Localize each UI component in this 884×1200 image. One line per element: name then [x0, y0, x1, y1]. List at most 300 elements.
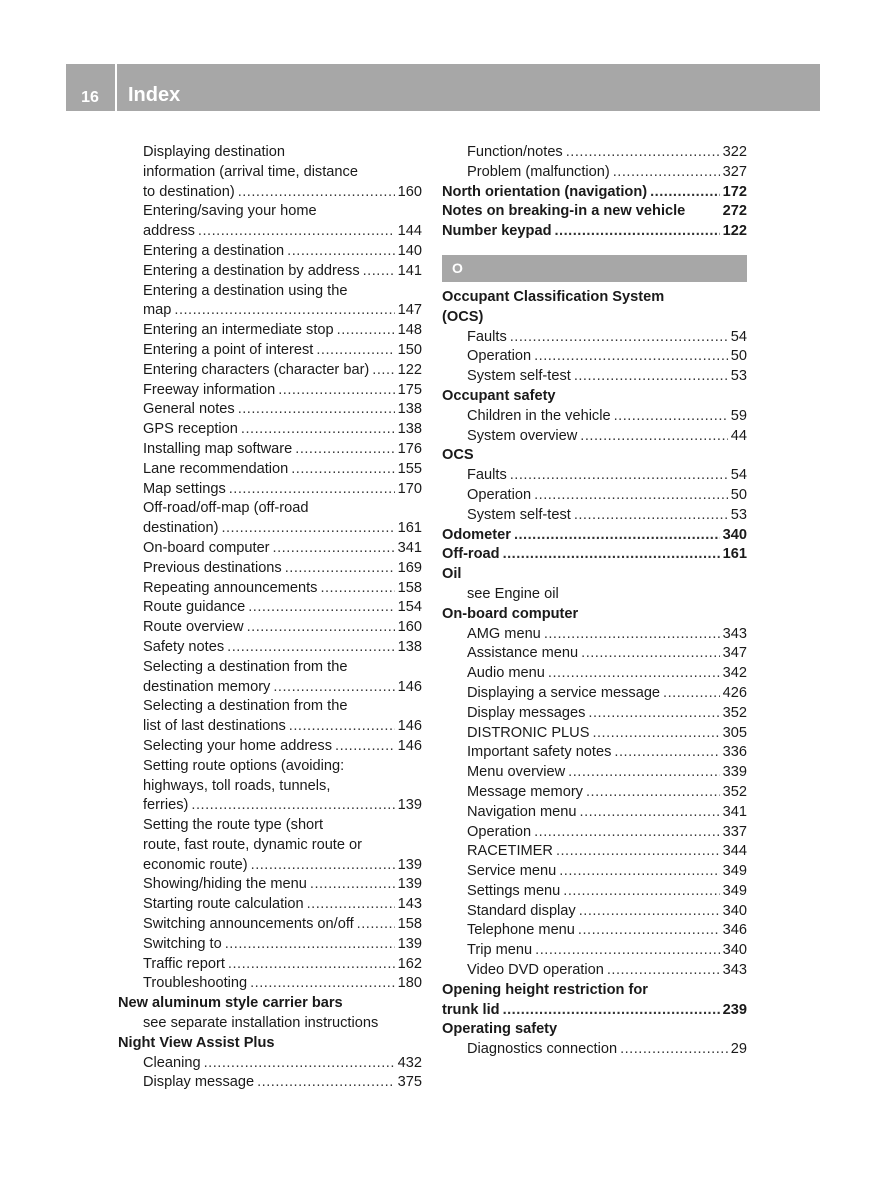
page-reference: 337 — [722, 823, 747, 840]
index-subentry — [442, 763, 747, 783]
page-reference: 44 — [730, 427, 747, 444]
entry-row — [467, 163, 747, 183]
entry-label: On-board computer — [143, 539, 270, 556]
entry-label: Starting route calculation — [143, 896, 304, 913]
entry-row — [143, 717, 422, 737]
page-reference: 352 — [722, 783, 747, 800]
entry-label: Cleaning — [143, 1054, 201, 1071]
entry-label: Entering an intermediate stop — [143, 322, 334, 339]
dot-leader — [310, 875, 395, 895]
entry-row — [467, 664, 747, 684]
entry-label: address — [143, 223, 195, 240]
entry-row — [467, 1040, 747, 1060]
page-reference: 336 — [722, 744, 747, 761]
entry-row — [143, 480, 422, 500]
entry-label: see Engine oil — [467, 585, 559, 602]
entry-row — [442, 545, 747, 565]
entry-row — [143, 1014, 422, 1034]
entry-label: Selecting your home address — [143, 737, 333, 754]
page-reference: 50 — [730, 486, 747, 503]
dot-leader — [510, 328, 728, 348]
entry-label: Map settings — [143, 480, 226, 497]
entry-row — [467, 961, 747, 981]
index-subentry — [118, 499, 422, 539]
entry-label: Entering a point of interest — [143, 341, 314, 358]
entry-label: GPS reception — [143, 421, 238, 438]
index-heading — [442, 526, 747, 546]
index-subentry — [118, 282, 422, 322]
dot-leader — [229, 480, 395, 500]
entry-row — [467, 902, 747, 922]
dot-leader — [566, 143, 720, 163]
entry-label: Display message — [143, 1074, 255, 1091]
page-reference: 139 — [397, 856, 422, 873]
page-reference: 139 — [397, 876, 422, 893]
index-subentry — [442, 902, 747, 922]
entry-text-line: Selecting a destination from the — [143, 658, 348, 675]
index-subentry — [118, 875, 422, 895]
index-subentry — [118, 1073, 422, 1093]
entry-label: Important safety notes — [467, 744, 612, 761]
entry-row — [467, 783, 747, 803]
index-subentry — [442, 783, 747, 803]
index-subentry — [118, 341, 422, 361]
entry-row — [143, 262, 422, 282]
page-reference: 155 — [397, 460, 422, 477]
entry-label: Faults — [467, 328, 507, 345]
dot-leader — [291, 460, 394, 480]
index-subentry — [118, 895, 422, 915]
page-reference: 29 — [730, 1041, 747, 1058]
entry-label: OCS — [442, 447, 474, 464]
index-subentry — [118, 915, 422, 935]
dot-leader — [614, 743, 719, 763]
entry-row — [442, 308, 747, 328]
dot-leader — [225, 935, 395, 955]
index-group-n — [442, 143, 747, 242]
entry-row — [467, 644, 747, 664]
entry-label: economic route) — [143, 856, 248, 873]
dot-leader — [335, 737, 395, 757]
page-reference: 150 — [397, 341, 422, 358]
dot-leader — [320, 579, 394, 599]
entry-label: Menu overview — [467, 764, 566, 781]
dot-leader — [588, 704, 719, 724]
entry-label: Diagnostics connection — [467, 1041, 618, 1058]
dot-leader — [559, 862, 719, 882]
page-number: 16 — [81, 89, 99, 106]
page-reference: 176 — [397, 440, 422, 457]
entry-label: RACETIMER — [467, 843, 553, 860]
entry-row — [467, 882, 747, 902]
entry-row — [143, 420, 422, 440]
index-subentry — [442, 644, 747, 664]
page-reference: 305 — [722, 724, 747, 741]
page-reference: 341 — [397, 539, 422, 556]
entry-label: Trip menu — [467, 942, 533, 959]
page-reference: 161 — [397, 520, 422, 537]
entry-row — [143, 519, 422, 539]
page-reference: 352 — [722, 704, 747, 721]
entry-label: Problem (malfunction) — [467, 163, 610, 180]
dot-leader — [650, 183, 720, 203]
entry-row — [467, 763, 747, 783]
entry-label: Notes on breaking-in a new vehicle — [442, 203, 686, 220]
page-reference: 143 — [397, 896, 422, 913]
page-reference: 144 — [397, 223, 422, 240]
entry-label: list of last destinations — [143, 718, 286, 735]
dot-leader — [248, 598, 394, 618]
entry-row — [467, 427, 747, 447]
entry-row — [467, 743, 747, 763]
header-divider — [115, 64, 117, 111]
page-reference: 146 — [397, 678, 422, 695]
dot-leader — [204, 1054, 395, 1074]
dot-leader — [316, 341, 394, 361]
index-subentry — [442, 367, 747, 387]
index-subentry — [442, 143, 747, 163]
dot-leader — [544, 625, 720, 645]
index-subentry — [118, 440, 422, 460]
page-reference: 175 — [397, 381, 422, 398]
entry-row — [467, 407, 747, 427]
index-subentry — [118, 974, 422, 994]
entry-label: System self-test — [467, 506, 571, 523]
entry-row — [442, 387, 747, 407]
dot-leader — [295, 440, 394, 460]
dot-leader — [510, 466, 728, 486]
entry-label: see separate installation instructions — [143, 1015, 379, 1032]
page-reference: 340 — [722, 526, 747, 543]
entry-row — [467, 823, 747, 843]
entry-label: Operation — [467, 348, 532, 365]
index-subentry — [118, 638, 422, 658]
entry-row — [143, 875, 422, 895]
page-reference: 169 — [397, 559, 422, 576]
entry-text-line: Opening height restriction for — [442, 981, 648, 998]
dot-leader — [581, 644, 720, 664]
page-reference: 239 — [722, 1001, 747, 1018]
entry-row — [143, 539, 422, 559]
dot-leader — [503, 1001, 720, 1021]
index-heading — [442, 545, 747, 565]
index-subentry — [442, 862, 747, 882]
dot-leader — [535, 941, 719, 961]
page-reference: 172 — [722, 183, 747, 200]
entry-label: Repeating announcements — [143, 579, 318, 596]
page-reference: 138 — [397, 638, 422, 655]
dot-leader — [607, 961, 720, 981]
dot-leader — [174, 301, 394, 321]
entry-text-line: Entering a destination using the — [143, 282, 348, 299]
dot-leader — [563, 882, 719, 902]
index-heading — [442, 605, 747, 625]
dot-leader — [534, 486, 728, 506]
index-subentry — [118, 658, 422, 698]
page-reference: 432 — [397, 1054, 422, 1071]
index-subentry — [118, 420, 422, 440]
index-subentry — [442, 625, 747, 645]
entry-row — [467, 585, 747, 605]
page-reference: 160 — [397, 183, 422, 200]
dot-leader — [663, 684, 720, 704]
dot-leader — [221, 519, 394, 539]
index-subentry — [442, 684, 747, 704]
dot-leader — [614, 407, 728, 427]
page-reference: 158 — [397, 579, 422, 596]
entry-row — [467, 724, 747, 744]
entry-row — [143, 242, 422, 262]
index-heading — [442, 565, 747, 585]
entry-row — [467, 684, 747, 704]
index-column-left — [118, 143, 422, 1093]
dot-leader — [247, 618, 395, 638]
entry-row — [143, 321, 422, 341]
index-subentry — [118, 598, 422, 618]
index-subentry — [118, 1014, 422, 1034]
page-reference: 147 — [397, 302, 422, 319]
index-heading — [442, 288, 747, 328]
dot-leader — [514, 526, 720, 546]
entry-label: Entering a destination — [143, 242, 285, 259]
entry-row — [442, 1001, 747, 1021]
entry-label: Faults — [467, 467, 507, 484]
page-reference: 339 — [722, 764, 747, 781]
index-subentry — [442, 724, 747, 744]
entry-label: Switching to — [143, 935, 222, 952]
page-reference: 140 — [397, 242, 422, 259]
entry-text-line: Setting route options (avoiding: — [143, 757, 345, 774]
index-subentry — [118, 618, 422, 638]
entry-text-line: information (arrival time, distance — [143, 163, 358, 180]
index-group-o — [442, 288, 747, 1060]
entry-label: System overview — [467, 427, 578, 444]
entry-label: Display messages — [467, 704, 586, 721]
entry-row — [442, 1020, 747, 1040]
entry-row — [467, 704, 747, 724]
entry-text-line: Entering/saving your home — [143, 203, 317, 220]
page-reference: 50 — [730, 348, 747, 365]
entry-row — [442, 222, 747, 242]
dot-leader — [198, 222, 395, 242]
index-column-right — [442, 143, 747, 1060]
dot-leader — [620, 1040, 728, 1060]
dot-leader — [503, 545, 720, 565]
index-subentry — [118, 816, 422, 875]
entry-row — [143, 974, 422, 994]
entry-label: General notes — [143, 401, 235, 418]
page-reference: 158 — [397, 916, 422, 933]
section-letter: O — [452, 260, 463, 277]
index-heading — [442, 183, 747, 203]
entry-label: Displaying a service message — [467, 684, 661, 701]
index-subentry — [118, 381, 422, 401]
dot-leader — [592, 724, 719, 744]
entry-row — [467, 143, 747, 163]
entry-row — [143, 559, 422, 579]
page-reference: 141 — [397, 262, 422, 279]
entry-label: Video DVD operation — [467, 962, 604, 979]
entry-label: AMG menu — [467, 625, 541, 642]
index-heading — [442, 981, 747, 1021]
entry-label: Navigation menu — [467, 803, 577, 820]
index-subentry — [118, 757, 422, 816]
entry-row — [467, 842, 747, 862]
index-subentry — [442, 704, 747, 724]
entry-row — [143, 678, 422, 698]
dot-leader — [289, 717, 395, 737]
dot-leader — [578, 921, 720, 941]
entry-row — [143, 440, 422, 460]
entry-label: Night View Assist Plus — [118, 1034, 275, 1051]
entry-row — [467, 367, 747, 387]
index-subentry — [442, 743, 747, 763]
entry-label: map — [143, 302, 172, 319]
dot-leader — [613, 163, 720, 183]
page-reference: 322 — [722, 144, 747, 160]
entry-row — [143, 579, 422, 599]
entry-label: Freeway information — [143, 381, 276, 398]
entry-row — [143, 222, 422, 242]
index-subentry — [442, 1040, 747, 1060]
entry-row — [467, 486, 747, 506]
index-subentry — [118, 539, 422, 559]
entry-label: Occupant safety — [442, 387, 556, 404]
entry-row — [143, 638, 422, 658]
entry-label: Previous destinations — [143, 559, 282, 576]
page-reference: 272 — [722, 203, 747, 220]
dot-leader — [574, 506, 728, 526]
entry-row — [143, 1054, 422, 1074]
entry-label: Off-road — [442, 546, 500, 563]
entry-label: Traffic report — [143, 955, 225, 972]
page-reference: 170 — [397, 480, 422, 497]
page-reference: 340 — [722, 902, 747, 919]
index-subentry — [442, 347, 747, 367]
dot-leader — [287, 242, 394, 262]
page-title: Index — [128, 84, 181, 106]
entry-row — [143, 460, 422, 480]
entry-row — [467, 506, 747, 526]
page-reference: 349 — [722, 863, 747, 880]
index-subentry — [118, 955, 422, 975]
entry-label: Children in the vehicle — [467, 407, 611, 424]
index-subentry — [442, 941, 747, 961]
entry-row — [143, 183, 422, 203]
page-reference: 139 — [397, 797, 422, 814]
page-reference: 138 — [397, 401, 422, 418]
dot-leader — [568, 763, 719, 783]
index-subentry — [442, 961, 747, 981]
entry-row — [467, 862, 747, 882]
index-subentry — [118, 361, 422, 381]
page-reference: 146 — [397, 737, 422, 754]
dot-leader — [191, 796, 394, 816]
page-reference: 349 — [722, 882, 747, 899]
entry-label: DISTRONIC PLUS — [467, 724, 590, 741]
entry-row — [143, 935, 422, 955]
entry-label: Switching announcements on/off — [143, 916, 354, 933]
page-reference: 138 — [397, 421, 422, 438]
dot-leader — [555, 222, 720, 242]
dot-leader — [574, 367, 728, 387]
dot-leader — [285, 559, 395, 579]
page-reference: 139 — [397, 935, 422, 952]
entry-row — [143, 856, 422, 876]
index-subentry — [442, 803, 747, 823]
index-subentry — [442, 921, 747, 941]
entry-row — [467, 921, 747, 941]
index-subentry — [118, 321, 422, 341]
entry-label: destination) — [143, 520, 219, 537]
entry-row — [143, 381, 422, 401]
entry-text-line: Selecting a destination from the — [143, 698, 348, 715]
index-subentry — [442, 163, 747, 183]
index-subentry — [118, 460, 422, 480]
dot-leader — [241, 420, 395, 440]
dot-leader — [556, 842, 720, 862]
page-reference: 327 — [722, 163, 747, 180]
entry-label: Troubleshooting — [143, 975, 248, 992]
dot-leader — [372, 361, 394, 381]
entry-label: Message memory — [467, 783, 583, 800]
entry-label: Audio menu — [467, 665, 545, 682]
index-subentry — [118, 143, 422, 202]
entry-text-line: Occupant Classification System — [442, 288, 665, 305]
entry-label: North orientation (navigation) — [442, 183, 648, 200]
entry-label: Assistance menu — [467, 645, 579, 662]
entry-label: Oil — [442, 566, 462, 583]
entry-label: (OCS) — [442, 308, 484, 325]
dot-leader — [534, 347, 728, 367]
entry-row — [143, 915, 422, 935]
page-reference: 160 — [397, 619, 422, 636]
index-subentry — [118, 737, 422, 757]
index-subentry — [442, 842, 747, 862]
page-reference: 122 — [397, 361, 422, 378]
index-subentry — [442, 585, 747, 605]
index-subentry — [442, 427, 747, 447]
index-subentry — [118, 559, 422, 579]
page-reference: 343 — [722, 962, 747, 979]
entry-label: Number keypad — [442, 223, 552, 240]
dot-leader — [273, 539, 395, 559]
page-reference: 154 — [397, 599, 422, 616]
page-reference: 148 — [397, 322, 422, 339]
index-subentry — [118, 935, 422, 955]
index-subentry — [442, 823, 747, 843]
entry-row — [442, 183, 747, 203]
entry-text-line: highways, toll roads, tunnels, — [143, 777, 331, 794]
entry-row — [118, 994, 422, 1014]
index-subentry — [118, 1054, 422, 1074]
entry-text-line: Displaying destination — [143, 144, 285, 160]
page-reference: 180 — [397, 975, 422, 992]
index-subentry — [118, 202, 422, 242]
index-subentry — [442, 466, 747, 486]
entry-row — [143, 301, 422, 321]
page-reference: 54 — [730, 467, 747, 484]
entry-label: to destination) — [143, 183, 235, 200]
dot-leader — [580, 427, 727, 447]
dot-leader — [534, 823, 720, 843]
dot-leader — [238, 183, 395, 203]
index-heading — [118, 994, 422, 1014]
entry-row — [143, 400, 422, 420]
entry-label: Entering a destination by address — [143, 262, 360, 279]
entry-label: System self-test — [467, 368, 571, 385]
index-subentry — [118, 262, 422, 282]
